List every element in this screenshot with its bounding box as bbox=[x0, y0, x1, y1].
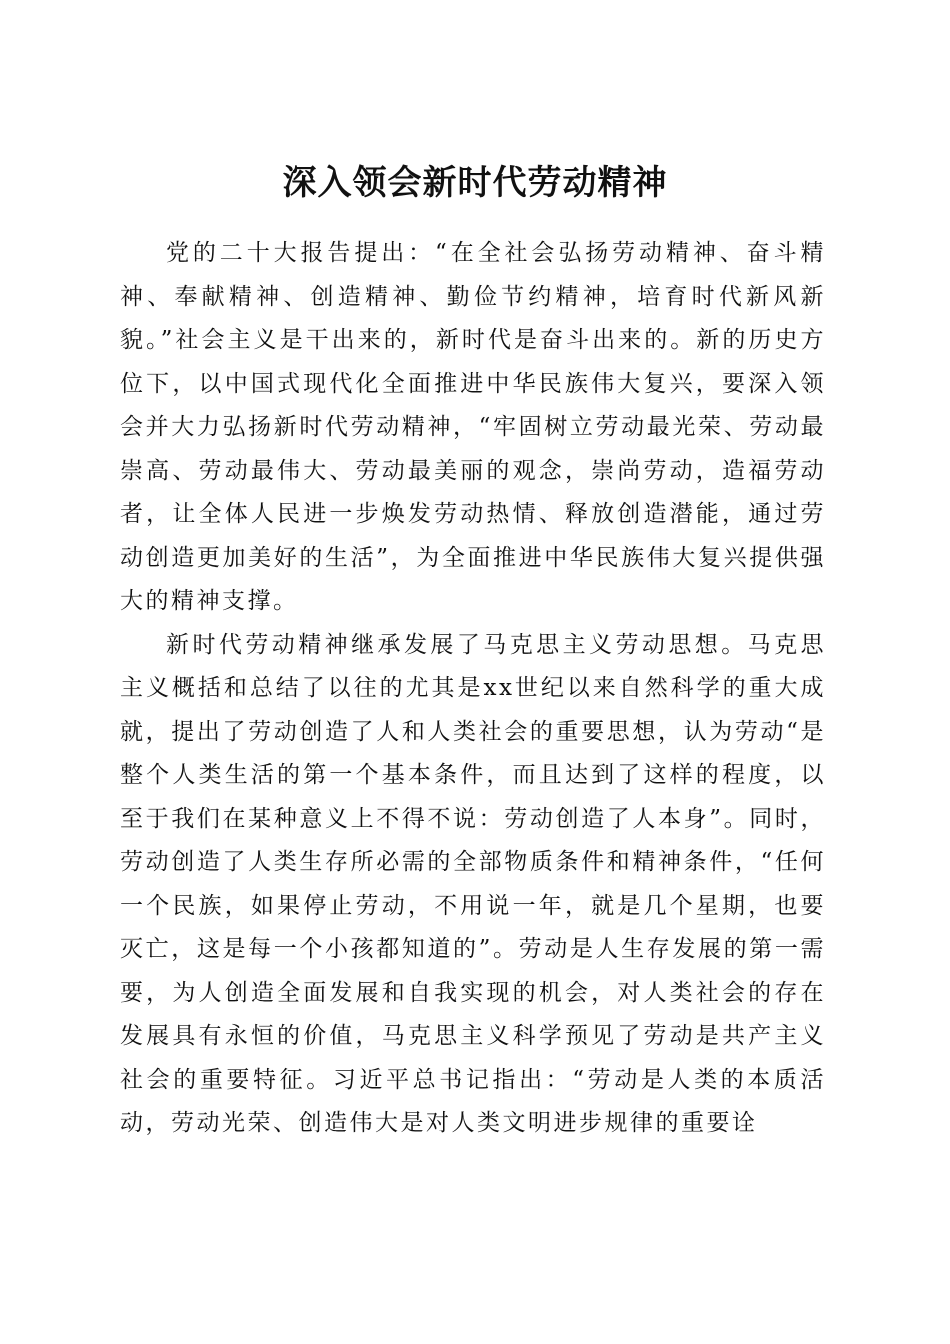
paragraph-2: 新时代劳动精神继承发展了马克思主义劳动思想。马克思主义概括和总结了以往的尤其是xx世纪以来自然科学的重大成就，提出了劳动创造了人和人类社会的重要思想，认为劳动“是整个人类生活的第一个基本条件，而且达到了这样的程度，以至于我们在某种意义上不得不说：劳动创造了人本身”。同时，劳动创造了人类生存所必需的全部物质条件和精神条件，“任何一个民族，如果停止劳动，不用说一年，就是几个星期，也要灭亡，这是每一个小孩都知道的”。劳动是人生存发展的第一需要，为人创造全面发展和自我实现的机会，对人类社会的存在发展具有永恒的价值，马克思主义科学预见了劳动是共产主义社会的重要特征。习近平总书记指出：“劳动是人类的本质活动，劳动光荣、创造伟大是对人类文明进步规律的重要诠 bbox=[120, 631, 826, 1136]
document-title: 深入领会新时代劳动精神 bbox=[282, 162, 668, 203]
document-body bbox=[120, 232, 826, 1146]
paragraph-1: 党的二十大报告提出：“在全社会弘扬劳动精神、奋斗精神、奉献精神、创造精神、勤俭节约精神，培育时代新风新貌。”社会主义是干出来的，新时代是奋斗出来的。新的历史方位下，以中国式现代化全面推进中华民族伟大复兴，要深入领会并大力弘扬新时代劳动精神，“牢固树立劳动最光荣、劳动最崇高、劳动最伟大、劳动最美丽的观念，崇尚劳动，造福劳动者，让全体人民进一步焕发劳动热情、释放创造潜能，通过劳动创造更加美好的生活”，为全面推进中华民族伟大复兴提供强大的精神支撑。 bbox=[120, 240, 826, 614]
